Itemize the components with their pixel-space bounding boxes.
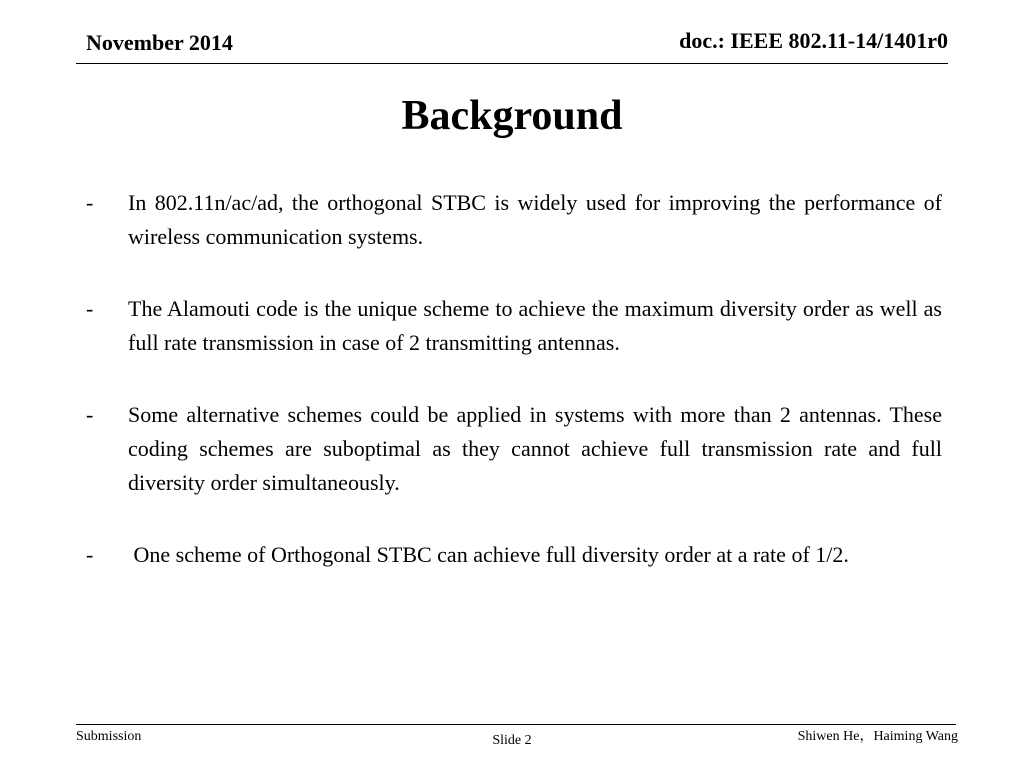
header-date: November 2014 [86,30,233,55]
header-doc-id: doc.: IEEE 802.11-14/1401r0 [679,28,948,53]
header-divider [76,63,948,64]
bullet-item-3 [86,398,942,500]
slide-title: Background [401,93,623,139]
bullet-text: Some alternative schemes could be applied in systems with more than 2 antennas. These coding schemes are suboptimal as they cannot achieve full transmission rate and full diversity order simultaneously. [128,402,942,495]
bullet-item-1 [86,186,942,254]
bullet-marker: - [86,296,94,321]
bullet-list [86,186,942,610]
footer-authors: Shiwen He，Haiming Wang [797,729,958,744]
bullet-text: One scheme of Orthogonal STBC can achieve full diversity order at a rate of 1/2. [128,542,849,567]
bullet-item-2 [86,292,942,360]
bullet-marker: - [86,542,94,567]
footer-divider [76,724,956,725]
bullet-marker: - [86,402,94,427]
bullet-text: In 802.11n/ac/ad, the orthogonal STBC is widely used for improving the performance of wireless communication systems. [128,190,942,249]
bullet-marker: - [86,190,94,215]
bullet-item-4 [86,538,942,572]
bullet-text: The Alamouti code is the unique scheme to achieve the maximum diversity order as well as full rate transmission in case of 2 transmitting antennas. [128,296,942,355]
footer-slide-number: Slide 2 [492,733,532,748]
footer-submission: Submission [76,729,142,744]
